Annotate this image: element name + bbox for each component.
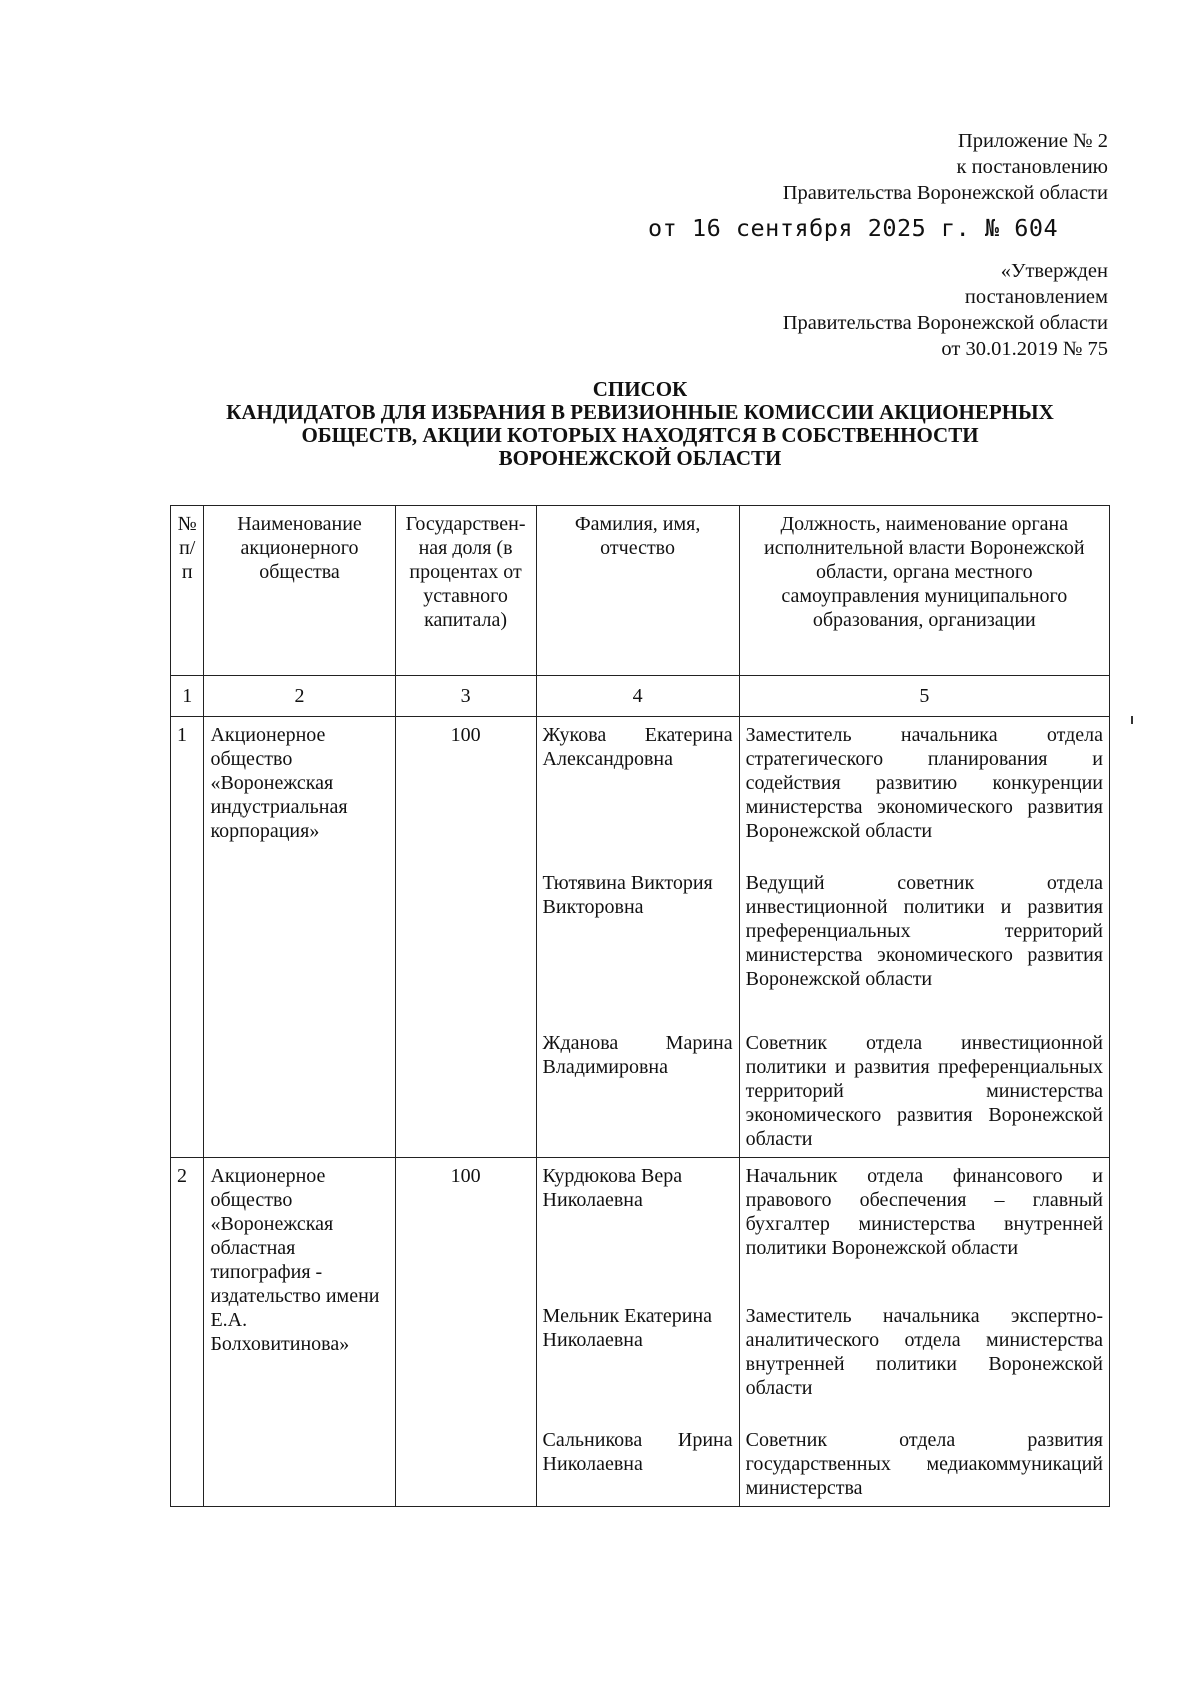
candidate-positions <box>739 717 1109 1158</box>
candidate-position: Заместитель начальника экспертно-аналитического отдела министерства внутренней политики Воронежской области <box>745 1305 1103 1399</box>
header-cell: Наименование акционерного общества <box>204 506 395 676</box>
candidate-slot <box>543 1031 733 1079</box>
header-cell: Фамилия, имя, отчество <box>536 506 739 676</box>
title-line: ВОРОНЕЖСКОЙ ОБЛАСТИ <box>498 446 782 470</box>
position-slot <box>746 1428 1103 1500</box>
position-slot <box>746 871 1103 1031</box>
annex-line: Правительства Воронежской области <box>782 182 1108 204</box>
candidate-slot <box>543 1164 733 1304</box>
annex-line: к постановлению <box>956 156 1108 178</box>
position-slot <box>746 1304 1103 1428</box>
position-slot <box>746 723 1103 871</box>
approval-note <box>588 258 1108 362</box>
column-number: 5 <box>739 676 1109 717</box>
candidate-position: Ведущий советник отдела инвестиционной политики и развития преференциальных территорий министерства экономического развития Воронежской области <box>745 872 1103 990</box>
candidate-slot <box>543 723 733 871</box>
column-numbers-row <box>171 676 1110 717</box>
approval-line: «Утвержден <box>1000 260 1108 282</box>
column-number: 3 <box>395 676 536 717</box>
candidate-name: Жданова Марина Владимировна <box>542 1032 733 1078</box>
table-row <box>171 717 1110 1158</box>
header-cell: Должность, наименование органа исполнительной власти Воронежской области, органа местного самоуправления муниципального образования, организации <box>739 506 1109 676</box>
candidate-name: Мельник Екатерина Николаевна <box>542 1305 713 1351</box>
header-cell: № п/п <box>171 506 204 676</box>
candidate-slot <box>543 1304 733 1428</box>
position-slot <box>746 1031 1103 1151</box>
row-number: 1 <box>171 717 204 1158</box>
table-header-row <box>171 506 1110 676</box>
approval-line: Правительства Воронежской области <box>782 312 1108 334</box>
company-name: Акционерное общество «Воронежская областная типография - издательство имени Е.А. Болховитинова» <box>204 1158 395 1507</box>
candidate-positions <box>739 1158 1109 1507</box>
margin-mark <box>1131 716 1133 724</box>
candidates-table <box>170 505 1110 1507</box>
candidate-name: Курдюкова Вера Николаевна <box>542 1165 683 1211</box>
candidate-names <box>536 1158 739 1507</box>
candidate-position: Советник отдела развития государственных медиакоммуникаций министерства <box>745 1429 1103 1499</box>
title-line: ОБЩЕСТВ, АКЦИИ КОТОРЫХ НАХОДЯТСЯ В СОБСТВЕННОСТИ <box>301 423 979 447</box>
candidate-name: Сальникова Ирина Николаевна <box>542 1429 733 1475</box>
column-number: 2 <box>204 676 395 717</box>
state-share: 100 <box>395 717 536 1158</box>
column-number: 1 <box>171 676 204 717</box>
candidate-position: Советник отдела инвестиционной политики и развития преференциальных территорий министерства экономического развития Воронежской области <box>745 1032 1103 1150</box>
table-row <box>171 1158 1110 1507</box>
candidate-names <box>536 717 739 1158</box>
state-share: 100 <box>395 1158 536 1507</box>
annex-header <box>588 128 1108 206</box>
column-number: 4 <box>536 676 739 717</box>
candidate-name: Жукова Екатерина Александровна <box>542 724 733 770</box>
candidate-slot <box>543 1428 733 1476</box>
row-number: 2 <box>171 1158 204 1507</box>
title-line: СПИСОК <box>592 377 688 401</box>
registration-stamp: от 16 сентября 2025 г. № 604 <box>648 214 1059 242</box>
candidate-name: Тютявина Виктория Викторовна <box>542 872 713 918</box>
annex-line: Приложение № 2 <box>957 130 1108 152</box>
company-name: Акционерное общество «Воронежская индустриальная корпорация» <box>204 717 395 1158</box>
candidate-slot <box>543 871 733 1031</box>
candidate-position: Заместитель начальника отдела стратегического планирования и содействия развитию конкуренции министерства экономического развития Воронежской области <box>745 724 1103 842</box>
approval-line: постановлением <box>964 286 1108 308</box>
position-slot <box>746 1164 1103 1304</box>
title-line: КАНДИДАТОВ ДЛЯ ИЗБРАНИЯ В РЕВИЗИОННЫЕ КОМИССИИ АКЦИОНЕРНЫХ <box>226 400 1054 424</box>
candidate-position: Начальник отдела финансового и правового обеспечения – главный бухгалтер министерства внутренней политики Воронежской области <box>745 1165 1103 1259</box>
document-title <box>180 378 1100 470</box>
approval-line: от 30.01.2019 № 75 <box>941 338 1108 360</box>
header-cell: Государствен-ная доля (в процентах от уставного капитала) <box>395 506 536 676</box>
